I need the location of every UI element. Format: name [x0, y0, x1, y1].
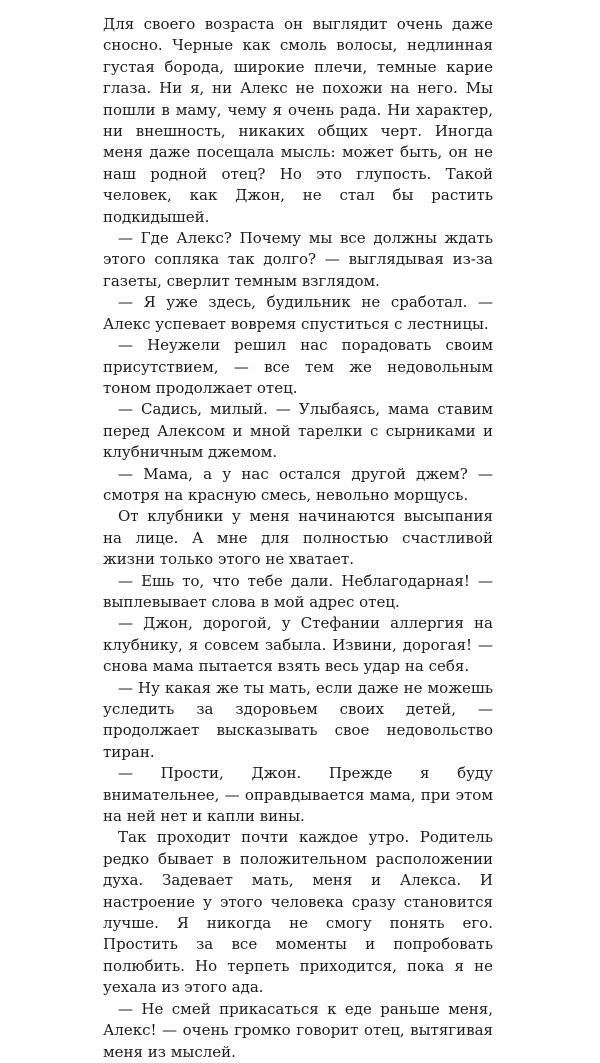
- paragraph: От клубники у меня начинаются высыпания на лице. А мне для полностью счастливой жизни только этого не хватает.: [103, 507, 493, 569]
- paragraph: Для своего возраста он выглядит очень даже сносно. Черные как смоль волосы, недлинная густая борода, широкие плечи, темные карие глаза. Ни я, ни Алекс не похожи на него. Мы пошли в маму, чему я очень рада. Ни характер, ни внешность, никаких общих черт. Иногда меня даже посещала мысль: может быть, он не наш родной отец? Но это глупость. Такой человек, как Джон, не стал бы растить подкидышей.: [103, 15, 493, 226]
- paragraph: — Где Алекс? Почему мы все должны ждать этого сопляка так долго? — выглядывая из-за газеты, сверлит темным взглядом.: [103, 229, 493, 290]
- paragraph: Так проходит почти каждое утро. Родитель редко бывает в положительном расположении духа. Задевает мать, меня и Алекса. И настроение у этого человека сразу становится лучше. Я никогда не смогу понять его. Простить за все моменты и попробовать полюбить. Но терпеть приходится, пока я не уехала из этого ада.: [103, 828, 493, 997]
- paragraph: — Неужели решил нас порадовать своим присутствием, — все тем же недовольным тоном продолжает отец.: [103, 336, 493, 397]
- paragraph: — Джон, дорогой, у Стефании аллергия на клубнику, я совсем забыла. Извини, дорогая! — снова мама пытается взять весь удар на себя.: [103, 614, 493, 676]
- paragraph: — Не смей прикасаться к еде раньше меня, Алекс! — очень громко говорит отец, вытягивая меня из мыслей.: [103, 999, 493, 1061]
- paragraph: — Я уже здесь, будильник не сработал. — Алекс успевает вовремя спуститься с лестницы.: [103, 293, 493, 333]
- paragraph: — Ешь то, что тебе дали. Неблагодарная! — выплевывает слова в мой адрес отец.: [103, 571, 493, 611]
- paragraph: — Прости, Джон. Прежде я буду внимательнее, — оправдывается мама, при этом на ней нет и капли вины.: [103, 764, 493, 826]
- paragraph: — Ну какая же ты мать, если даже не можешь уследить за здоровьем своих детей, — продолжает высказывать свое недовольство тиран.: [103, 678, 493, 761]
- book-page-text: [103, 14, 493, 1063]
- paragraph: — Мама, а у нас остался другой джем? — смотря на красную смесь, невольно морщусь.: [103, 464, 493, 504]
- paragraph: — Садись, милый. — Улыбаясь, мама ставим перед Алексом и мной тарелки с сырниками и клубничным джемом.: [103, 400, 493, 462]
